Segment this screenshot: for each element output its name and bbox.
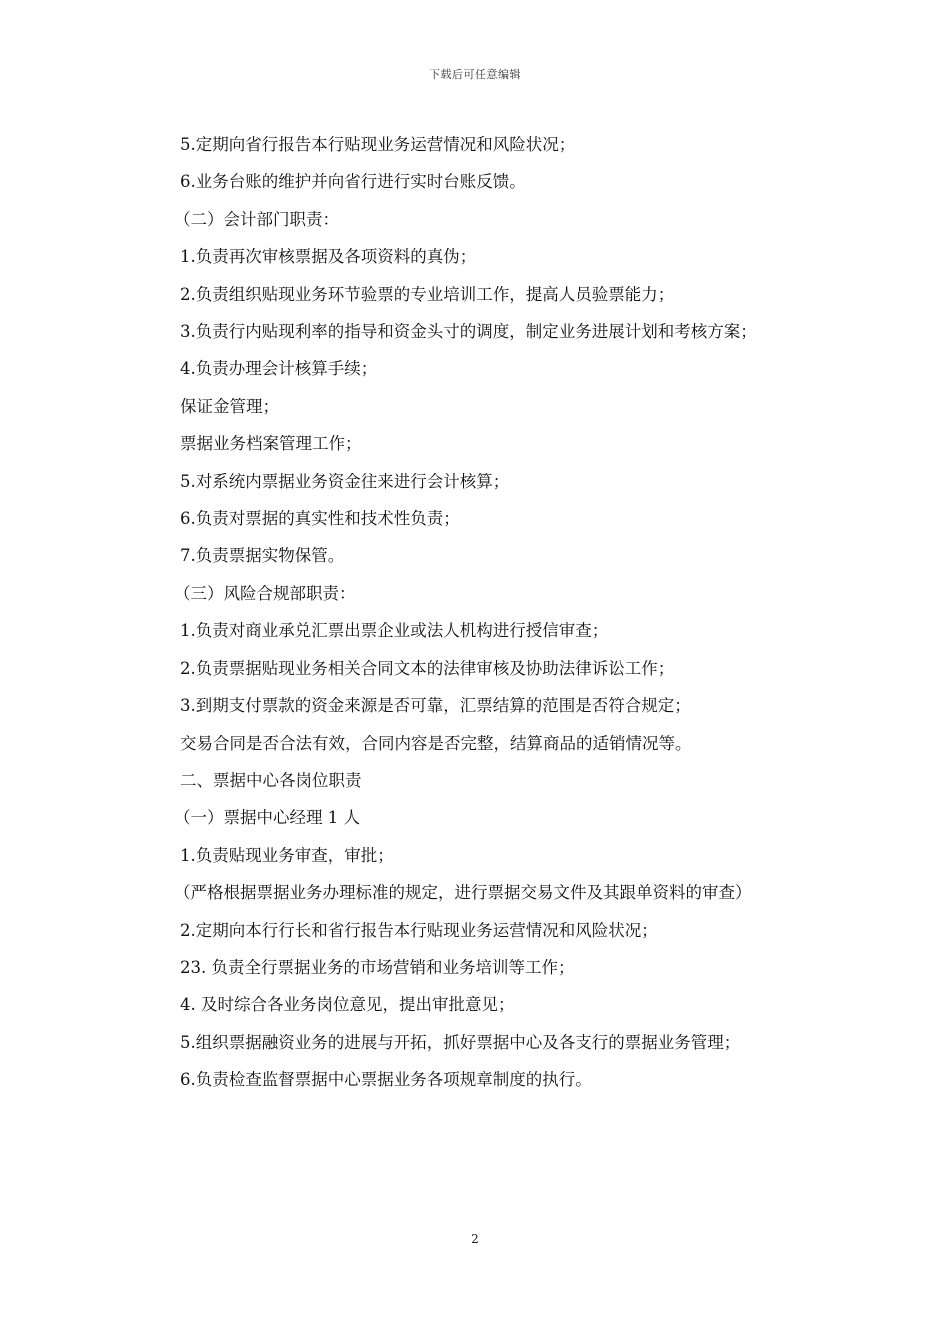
paragraph: 4. 及时综合各业务岗位意见，提出审批意见； [180,995,515,1015]
paragraph: 6.负责检查监督票据中心票据业务各项规章制度的执行。 [180,1070,592,1090]
paragraph: 4.负责办理会计核算手续； [180,359,378,379]
page-header: 下载后可任意编辑 [429,68,521,81]
paragraph: 2.负责组织贴现业务环节验票的专业培训工作，提高人员验票能力； [180,284,675,304]
page-number: 2 [471,1232,479,1246]
paragraph: 1.负责贴现业务审查，审批； [180,845,394,865]
paragraph: 6.负责对票据的真实性和技术性负责； [180,509,460,529]
paragraph: （三）风险合规部职责： [174,583,356,603]
paragraph: （严格根据票据业务办理标准的规定，进行票据交易文件及其跟单资料的审查） [174,883,752,903]
paragraph: 二、票据中心各岗位职责 [180,770,362,790]
paragraph: 23. 负责全行票据业务的市场营销和业务培训等工作； [180,957,575,977]
paragraph: 票据业务档案管理工作； [180,434,362,454]
paragraph: 6.业务台账的维护并向省行进行实时台账反馈。 [180,172,526,192]
paragraph: （一）票据中心经理 1 人 [174,808,360,828]
paragraph: 3.到期支付票款的资金来源是否可靠，汇票结算的范围是否符合规定； [180,696,691,716]
paragraph: 5.对系统内票据业务资金往来进行会计核算； [180,471,510,491]
paragraph: 交易合同是否合法有效，合同内容是否完整，结算商品的适销情况等。 [180,733,692,753]
paragraph: 5.组织票据融资业务的进展与开拓，抓好票据中心及各支行的票据业务管理； [180,1032,741,1052]
document-body [146,126,810,1099]
paragraph: 2.定期向本行行长和省行报告本行贴现业务运营情况和风险状况； [180,920,658,940]
paragraph: （二）会计部门职责： [174,209,339,229]
paragraph: 保证金管理； [180,396,279,416]
paragraph: 3.负责行内贴现利率的指导和资金头寸的调度，制定业务进展计划和考核方案； [180,322,757,342]
paragraph: 1.负责再次审核票据及各项资料的真伪； [180,247,477,267]
paragraph: 7.负责票据实物保管。 [180,546,345,566]
paragraph: 2.负责票据贴现业务相关合同文本的法律审核及协助法律诉讼工作； [180,658,675,678]
paragraph: 1.负责对商业承兑汇票出票企业或法人机构进行授信审查； [180,621,609,641]
paragraph: 5.定期向省行报告本行贴现业务运营情况和风险状况； [180,135,576,154]
